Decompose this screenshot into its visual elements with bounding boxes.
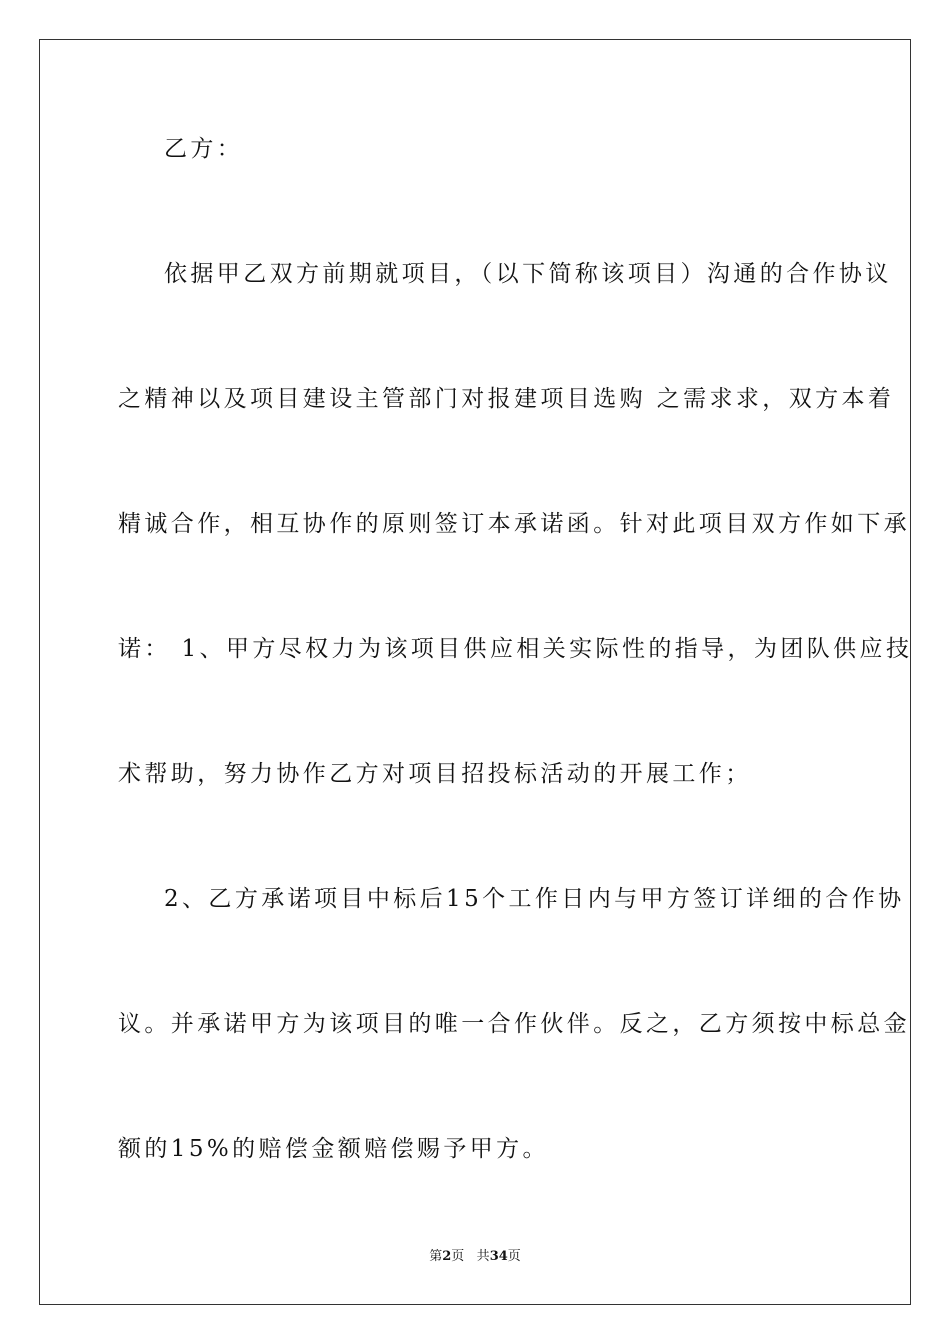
paragraph-line: 2、乙方承诺项目中标后15个工作日内与甲方签订详细的合作协	[164, 886, 905, 912]
paragraph-line: 依据甲乙双方前期就项目，（以下简称该项目）沟通的合作协议	[164, 261, 892, 287]
total-prefix: 共	[476, 1249, 490, 1264]
paragraph-line: 之精神以及项目建设主管部门对报建项目选购 之需求求，双方本着	[118, 386, 895, 412]
party-b-label: 乙方：	[164, 136, 244, 162]
page-footer	[0, 1248, 950, 1266]
total-pages: 34	[489, 1249, 508, 1264]
paragraph-line: 术帮助，努力协作乙方对项目招投标活动的开展工作；	[118, 761, 752, 787]
page-border	[39, 39, 911, 1305]
total-suffix: 页	[507, 1249, 521, 1264]
paragraph-line: 议。并承诺甲方为该项目的唯一合作伙伴。反之，乙方须按中标总金	[118, 1011, 910, 1037]
paragraph-line: 精诚合作，相互协作的原则签订本承诺函。针对此项目双方作如下承	[118, 511, 910, 537]
page-suffix: 页	[451, 1249, 465, 1264]
paragraph-line: 诺： 1、甲方尽权力为该项目供应相关实际性的指导，为团队供应技	[118, 636, 913, 662]
page-prefix: 第	[429, 1249, 443, 1264]
page-number: 2	[442, 1249, 452, 1264]
paragraph-line: 额的15%的赔偿金额赔偿赐予甲方。	[118, 1136, 549, 1162]
